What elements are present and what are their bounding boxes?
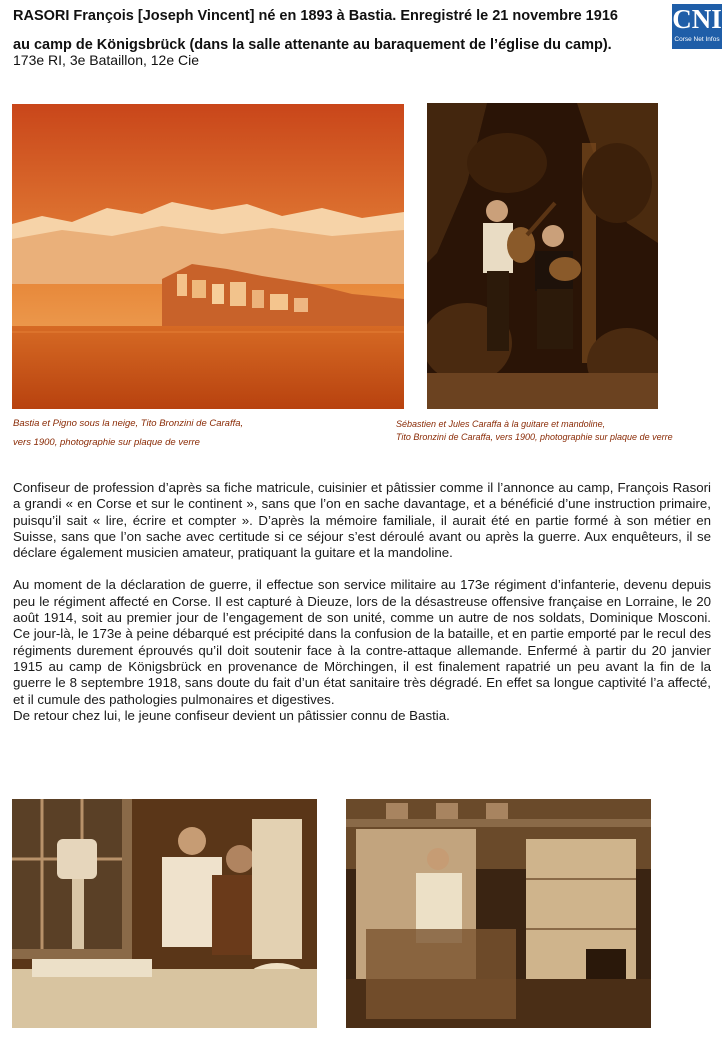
caption-bastia-line-1: Bastia et Pigno sous la neige, Tito Bronzini de Caraffa,: [13, 418, 244, 429]
title-line-1: RASORI François [Joseph Vincent] né en 1893 à Bastia. Enregistré le 21 novembre 1916: [13, 8, 618, 24]
caption-bastia: [13, 414, 403, 452]
paragraph-3: De retour chez lui, le jeune confiseur devient un pâtissier connu de Bastia.: [13, 707, 450, 723]
cni-logo[interactable]: [672, 4, 722, 49]
regiment-subtitle: 173e RI, 3e Bataillon, 12e Cie: [13, 52, 200, 68]
photo-caraffa-musicians: [427, 103, 658, 409]
biography-text: [13, 480, 711, 724]
caption-bastia-line-2: vers 1900, photographie sur plaque de verre: [13, 437, 200, 448]
caption-caraffa-line-1: Sébastien et Jules Caraffa à la guitare et mandoline,: [396, 419, 606, 429]
logo-text: CNI: [672, 4, 722, 34]
photo-pastry-shop: [12, 799, 317, 1028]
caption-caraffa: [396, 418, 722, 444]
photo-bastia-snow: [12, 104, 404, 409]
paragraph-1: Confiseur de profession d’après sa fiche matricule, cuisinier et pâtissier comme il l’annonce au camp, François Rasori a grandi « en Corse et sur le continent », sans que l’on en sache davantage, et a bénéficié d’une instruction primaire, puisqu’il sait « lire, écrire et compter ». D’après la mémoire familiale, il aurait été en partie formé à son métier en Suisse, sans que l’on sache avec certitude si ce séjour s’est déroulé avant ou après la guerre. Aux enquêteurs, il se déclare également musicien amateur, pratiquant la guitare et la mandoline.: [13, 480, 711, 561]
logo-tagline: Corse Net Infos: [674, 36, 720, 43]
title-line-2: au camp de Königsbrück (dans la salle attenante au baraquement de l’église du camp).: [13, 37, 612, 53]
paragraph-spacer: [13, 561, 711, 577]
caption-caraffa-line-2: Tito Bronzini de Caraffa, vers 1900, photographie sur plaque de verre: [396, 432, 673, 442]
photo-bakery-kitchen: [346, 799, 651, 1028]
paragraph-2: Au moment de la déclaration de guerre, il effectue son service militaire au 173e régiment d’infanterie, devenu depuis peu le régiment affecté en Corse. Il est capturé à Dieuze, lors de la désastreuse offensive française en Lorraine, le 20 août 1914, soit au premier jour de l’engagement de son unité, comme un autre de nos soldats, Dominique Mosconi. Ce jour-là, le 173e à peine débarqué est précipité dans la confusion de la bataille, et en partie emporté par le recul des régiments durement éprouvés qu’il doit soutenir face à la contre-attaque allemande. Enfermé à partir du 20 janvier 1915 au camp de Königsbrück en provenance de Mörchingen, il est finalement rapatrié un peu avant la fin de la guerre le 8 septembre 1918, sans doute du fait d’un état sanitaire très dégradé. En effet sa longue captivité l’a affecté, et il cumule des pathologies pulmonaires et digestives.: [13, 577, 711, 707]
